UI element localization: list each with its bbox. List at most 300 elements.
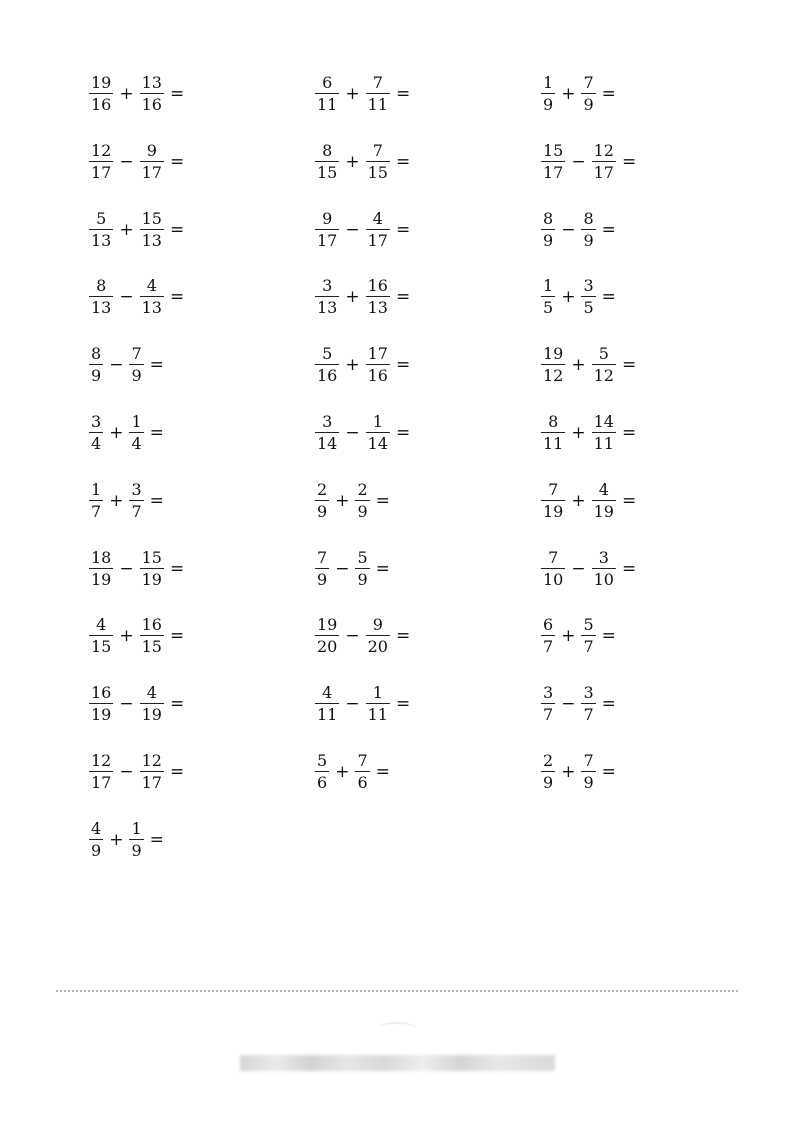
- operator: +: [345, 355, 360, 376]
- operator: −: [119, 151, 134, 172]
- numerator: 7: [583, 750, 594, 770]
- numerator: 2: [543, 750, 554, 770]
- operator: +: [561, 287, 576, 308]
- fraction-a: [541, 547, 565, 589]
- operator: +: [109, 829, 124, 850]
- fraction-problem-6: [540, 138, 766, 186]
- fraction-problem-7: [88, 206, 314, 254]
- fraction-b: [581, 278, 595, 316]
- fraction-a: [541, 75, 555, 113]
- fraction-b: [366, 346, 390, 384]
- fraction-b: [592, 547, 616, 589]
- denominator: 17: [593, 162, 614, 182]
- numerator: 3: [131, 479, 142, 499]
- fraction-problem-14: [314, 341, 540, 389]
- operator: −: [119, 558, 134, 579]
- equals-sign: =: [601, 626, 616, 647]
- numerator: 9: [146, 140, 157, 160]
- numerator: 1: [543, 276, 554, 296]
- numerator: 18: [91, 547, 112, 567]
- denominator: 13: [91, 298, 112, 318]
- operator: +: [571, 422, 586, 443]
- fraction-b: [355, 750, 369, 792]
- equals-sign: =: [601, 761, 616, 782]
- operator: +: [109, 422, 124, 443]
- fraction-b: [592, 411, 616, 453]
- denominator: 13: [317, 298, 338, 318]
- equals-sign: =: [601, 287, 616, 308]
- fraction-problem-26: [314, 612, 540, 660]
- numerator: 7: [548, 547, 559, 567]
- numerator: 15: [141, 547, 162, 567]
- operator: +: [571, 490, 586, 511]
- equals-sign: =: [395, 287, 411, 308]
- denominator: 9: [543, 95, 554, 114]
- fraction-a: [89, 278, 113, 316]
- operator: +: [119, 219, 134, 240]
- numerator: 12: [91, 140, 112, 160]
- denominator: 15: [367, 162, 388, 182]
- denominator: 13: [91, 230, 112, 250]
- fraction-a: [541, 750, 555, 792]
- numerator: 2: [317, 479, 328, 499]
- fraction-problem-12: [540, 273, 766, 321]
- denominator: 5: [543, 298, 554, 318]
- numerator: 7: [548, 479, 559, 499]
- operator: −: [571, 151, 586, 172]
- fraction-a: [315, 140, 339, 182]
- numerator: 5: [583, 615, 594, 635]
- denominator: 17: [317, 230, 338, 250]
- fraction-a: [541, 278, 555, 316]
- numerator: 3: [91, 411, 102, 431]
- denominator: 9: [357, 501, 368, 521]
- numerator: 5: [322, 344, 333, 364]
- denominator: 17: [141, 772, 162, 792]
- fraction-a: [89, 818, 103, 860]
- numerator: 1: [543, 73, 554, 92]
- numerator: 4: [91, 818, 102, 838]
- fraction-problem-27: [540, 612, 766, 660]
- denominator: 17: [91, 162, 112, 182]
- numerator: 3: [583, 276, 594, 296]
- fraction-a: [89, 685, 113, 723]
- fraction-problem-19: [88, 477, 314, 525]
- fraction-a: [315, 479, 329, 521]
- fraction-a: [315, 411, 339, 453]
- fraction-problem-15: [540, 341, 766, 389]
- numerator: 3: [583, 683, 594, 703]
- fraction-b: [140, 547, 164, 589]
- operator: −: [345, 219, 360, 240]
- denominator: 13: [141, 298, 162, 318]
- operator: −: [109, 355, 124, 376]
- operator: +: [109, 490, 124, 511]
- fraction-problem-2: [314, 70, 540, 118]
- numerator: 16: [91, 683, 112, 703]
- denominator: 17: [91, 772, 112, 792]
- fraction-b: [140, 617, 164, 655]
- problem-grid: [88, 70, 766, 884]
- denominator: 17: [367, 230, 388, 250]
- fraction-a: [541, 411, 565, 453]
- operator: +: [345, 151, 360, 172]
- operator: −: [119, 761, 134, 782]
- denominator: 11: [367, 95, 388, 114]
- fraction-a: [89, 750, 113, 792]
- fraction-problem-28: [88, 680, 314, 728]
- denominator: 4: [91, 433, 102, 453]
- numerator: 7: [583, 73, 594, 92]
- numerator: 4: [322, 683, 333, 703]
- fraction-problem-18: [540, 409, 766, 457]
- fraction-b: [592, 140, 616, 182]
- equals-sign: =: [149, 490, 164, 511]
- fraction-a: [541, 617, 555, 655]
- denominator: 11: [317, 705, 338, 725]
- operator: +: [119, 84, 134, 104]
- numerator: 12: [91, 750, 112, 770]
- denominator: 15: [317, 162, 338, 182]
- numerator: 9: [372, 615, 383, 635]
- numerator: 4: [372, 208, 383, 228]
- denominator: 16: [141, 95, 162, 114]
- fraction-problem-30: [540, 680, 766, 728]
- numerator: 5: [96, 208, 107, 228]
- fraction-a: [315, 208, 339, 250]
- fraction-b: [366, 140, 390, 182]
- operator: +: [335, 761, 350, 782]
- equals-sign: =: [395, 355, 411, 376]
- fraction-a: [89, 479, 103, 521]
- denominator: 11: [593, 433, 614, 453]
- fraction-problem-25: [88, 612, 314, 660]
- operator: −: [571, 558, 586, 579]
- denominator: 16: [367, 366, 388, 386]
- numerator: 4: [146, 276, 157, 296]
- numerator: 3: [322, 276, 333, 296]
- fraction-problem-24: [540, 545, 766, 593]
- fraction-a: [541, 208, 555, 250]
- equals-sign: =: [395, 694, 411, 715]
- fraction-a: [315, 750, 329, 792]
- denominator: 14: [317, 433, 338, 453]
- numerator: 15: [543, 140, 564, 160]
- fraction-problem-23: [314, 545, 540, 593]
- equals-sign: =: [169, 287, 185, 308]
- equals-sign: =: [375, 761, 390, 782]
- fraction-problem-4: [88, 138, 314, 186]
- numerator: 8: [322, 140, 333, 160]
- equals-sign: =: [395, 151, 411, 172]
- numerator: 1: [372, 683, 383, 703]
- denominator: 9: [317, 501, 328, 521]
- equals-sign: =: [149, 829, 164, 850]
- numerator: 7: [357, 750, 368, 770]
- equals-sign: =: [169, 694, 185, 715]
- numerator: 16: [367, 276, 388, 296]
- denominator: 11: [367, 705, 388, 725]
- operator: +: [571, 355, 586, 376]
- fraction-b: [140, 750, 164, 792]
- fraction-problem-16: [88, 409, 314, 457]
- denominator: 9: [357, 569, 368, 589]
- fraction-problem-8: [314, 206, 540, 254]
- fraction-a: [89, 346, 103, 384]
- fraction-b: [592, 479, 616, 521]
- fraction-a: [541, 685, 555, 723]
- operator: +: [119, 626, 134, 647]
- numerator: 7: [317, 547, 328, 567]
- numerator: 6: [322, 73, 333, 92]
- denominator: 6: [317, 772, 328, 792]
- fraction-problem-33: [540, 748, 766, 796]
- numerator: 7: [372, 140, 383, 160]
- numerator: 19: [91, 73, 112, 92]
- denominator: 17: [141, 162, 162, 182]
- fraction-problem-17: [314, 409, 540, 457]
- fraction-a: [315, 617, 339, 655]
- denominator: 7: [543, 705, 554, 725]
- fraction-problem-3: [540, 70, 766, 118]
- operator: −: [561, 219, 576, 240]
- numerator: 3: [598, 547, 609, 567]
- denominator: 12: [593, 366, 614, 386]
- equals-sign: =: [169, 761, 185, 782]
- fraction-problem-11: [314, 273, 540, 321]
- operator: −: [561, 694, 576, 715]
- numerator: 1: [131, 818, 142, 838]
- denominator: 20: [367, 637, 388, 657]
- equals-sign: =: [169, 151, 185, 172]
- denominator: 16: [317, 366, 338, 386]
- operator: +: [561, 761, 576, 782]
- operator: −: [119, 694, 134, 715]
- denominator: 16: [91, 95, 112, 114]
- footer-blurred-text: [240, 1055, 555, 1071]
- numerator: 5: [357, 547, 368, 567]
- equals-sign: =: [395, 219, 411, 240]
- numerator: 6: [543, 615, 554, 635]
- fraction-problem-5: [314, 138, 540, 186]
- equals-sign: =: [169, 626, 185, 647]
- fraction-b: [355, 547, 369, 589]
- fraction-a: [315, 75, 339, 113]
- denominator: 9: [583, 772, 594, 792]
- fraction-a: [315, 278, 339, 316]
- fraction-b: [581, 685, 595, 723]
- operator: −: [345, 422, 360, 443]
- operator: +: [345, 287, 360, 308]
- fraction-a: [89, 75, 113, 113]
- operator: −: [335, 558, 350, 579]
- fraction-b: [366, 617, 390, 655]
- fraction-problem-22: [88, 545, 314, 593]
- fraction-b: [366, 208, 390, 250]
- denominator: 7: [583, 637, 594, 657]
- fraction-problem-21: [540, 477, 766, 525]
- equals-sign: =: [169, 558, 185, 579]
- denominator: 10: [543, 569, 564, 589]
- numerator: 5: [598, 344, 609, 364]
- fraction-b: [129, 411, 143, 453]
- denominator: 19: [91, 705, 112, 725]
- numerator: 4: [598, 479, 609, 499]
- equals-sign: =: [601, 84, 616, 104]
- fraction-problem-1: [88, 70, 314, 118]
- denominator: 17: [543, 162, 564, 182]
- denominator: 19: [543, 501, 564, 521]
- fraction-a: [89, 208, 113, 250]
- equals-sign: =: [395, 626, 411, 647]
- fraction-problem-29: [314, 680, 540, 728]
- fraction-problem-34: [88, 816, 314, 864]
- fraction-a: [315, 685, 339, 723]
- numerator: 8: [91, 344, 102, 364]
- fraction-b: [581, 617, 595, 655]
- fraction-a: [89, 617, 113, 655]
- denominator: 9: [543, 772, 554, 792]
- fraction-b: [366, 278, 390, 316]
- numerator: 8: [548, 411, 559, 431]
- numerator: 15: [141, 208, 162, 228]
- denominator: 5: [583, 298, 594, 318]
- denominator: 4: [131, 433, 142, 453]
- numerator: 8: [583, 208, 594, 228]
- denominator: 19: [141, 569, 162, 589]
- denominator: 9: [317, 569, 328, 589]
- numerator: 19: [543, 344, 564, 364]
- fraction-b: [592, 346, 616, 384]
- fraction-a: [541, 140, 565, 182]
- fraction-b: [355, 479, 369, 521]
- fraction-b: [581, 208, 595, 250]
- denominator: 9: [583, 95, 594, 114]
- denominator: 7: [131, 501, 142, 521]
- fraction-a: [541, 346, 565, 384]
- equals-sign: =: [149, 355, 164, 376]
- footer-logo-mark: [378, 1022, 416, 1034]
- numerator: 4: [146, 683, 157, 703]
- denominator: 9: [131, 840, 142, 860]
- denominator: 19: [593, 501, 614, 521]
- equals-sign: =: [601, 694, 616, 715]
- numerator: 4: [96, 615, 107, 635]
- numerator: 12: [593, 140, 614, 160]
- numerator: 2: [357, 479, 368, 499]
- fraction-b: [140, 140, 164, 182]
- denominator: 7: [543, 637, 554, 657]
- equals-sign: =: [601, 219, 616, 240]
- denominator: 14: [367, 433, 388, 453]
- equals-sign: =: [169, 219, 185, 240]
- fraction-problem-31: [88, 748, 314, 796]
- denominator: 10: [593, 569, 614, 589]
- numerator: 1: [372, 411, 383, 431]
- numerator: 19: [317, 615, 338, 635]
- fraction-b: [581, 750, 595, 792]
- equals-sign: =: [395, 84, 411, 104]
- operator: +: [561, 626, 576, 647]
- fraction-b: [366, 411, 390, 453]
- operator: +: [335, 490, 350, 511]
- fraction-b: [140, 208, 164, 250]
- denominator: 19: [141, 705, 162, 725]
- equals-sign: =: [621, 490, 637, 511]
- fraction-problem-10: [88, 273, 314, 321]
- fraction-a: [89, 547, 113, 589]
- fraction-a: [89, 411, 103, 453]
- denominator: 6: [357, 772, 368, 792]
- fraction-problem-32: [314, 748, 540, 796]
- numerator: 17: [367, 344, 388, 364]
- denominator: 9: [91, 366, 102, 386]
- denominator: 11: [543, 433, 564, 453]
- denominator: 13: [367, 298, 388, 318]
- equals-sign: =: [395, 422, 411, 443]
- denominator: 7: [583, 705, 594, 725]
- denominator: 20: [317, 637, 338, 657]
- fraction-a: [315, 547, 329, 589]
- fraction-b: [581, 75, 595, 113]
- equals-sign: =: [169, 84, 185, 104]
- denominator: 9: [583, 230, 594, 250]
- denominator: 9: [91, 840, 102, 860]
- fraction-b: [140, 75, 164, 113]
- numerator: 13: [141, 73, 162, 92]
- dotted-divider: [56, 990, 738, 992]
- operator: +: [345, 84, 360, 104]
- numerator: 3: [543, 683, 554, 703]
- operator: −: [345, 694, 360, 715]
- equals-sign: =: [149, 422, 164, 443]
- operator: −: [119, 287, 134, 308]
- fraction-problem-20: [314, 477, 540, 525]
- fraction-b: [140, 685, 164, 723]
- equals-sign: =: [375, 558, 390, 579]
- fraction-b: [129, 346, 143, 384]
- numerator: 8: [543, 208, 554, 228]
- denominator: 13: [141, 230, 162, 250]
- operator: +: [561, 84, 576, 104]
- numerator: 14: [593, 411, 614, 431]
- denominator: 9: [131, 366, 142, 386]
- numerator: 7: [131, 344, 142, 364]
- denominator: 15: [91, 637, 112, 657]
- fraction-b: [140, 278, 164, 316]
- fraction-a: [541, 479, 565, 521]
- denominator: 11: [317, 95, 338, 114]
- fraction-a: [89, 140, 113, 182]
- denominator: 12: [543, 366, 564, 386]
- operator: −: [345, 626, 360, 647]
- numerator: 5: [317, 750, 328, 770]
- fraction-b: [366, 685, 390, 723]
- fraction-b: [129, 818, 143, 860]
- fraction-b: [129, 479, 143, 521]
- equals-sign: =: [621, 558, 637, 579]
- equals-sign: =: [375, 490, 390, 511]
- numerator: 1: [131, 411, 142, 431]
- numerator: 7: [372, 73, 383, 92]
- denominator: 9: [543, 230, 554, 250]
- equals-sign: =: [621, 355, 637, 376]
- fraction-problem-9: [540, 206, 766, 254]
- denominator: 15: [141, 637, 162, 657]
- numerator: 16: [141, 615, 162, 635]
- denominator: 7: [91, 501, 102, 521]
- numerator: 1: [91, 479, 102, 499]
